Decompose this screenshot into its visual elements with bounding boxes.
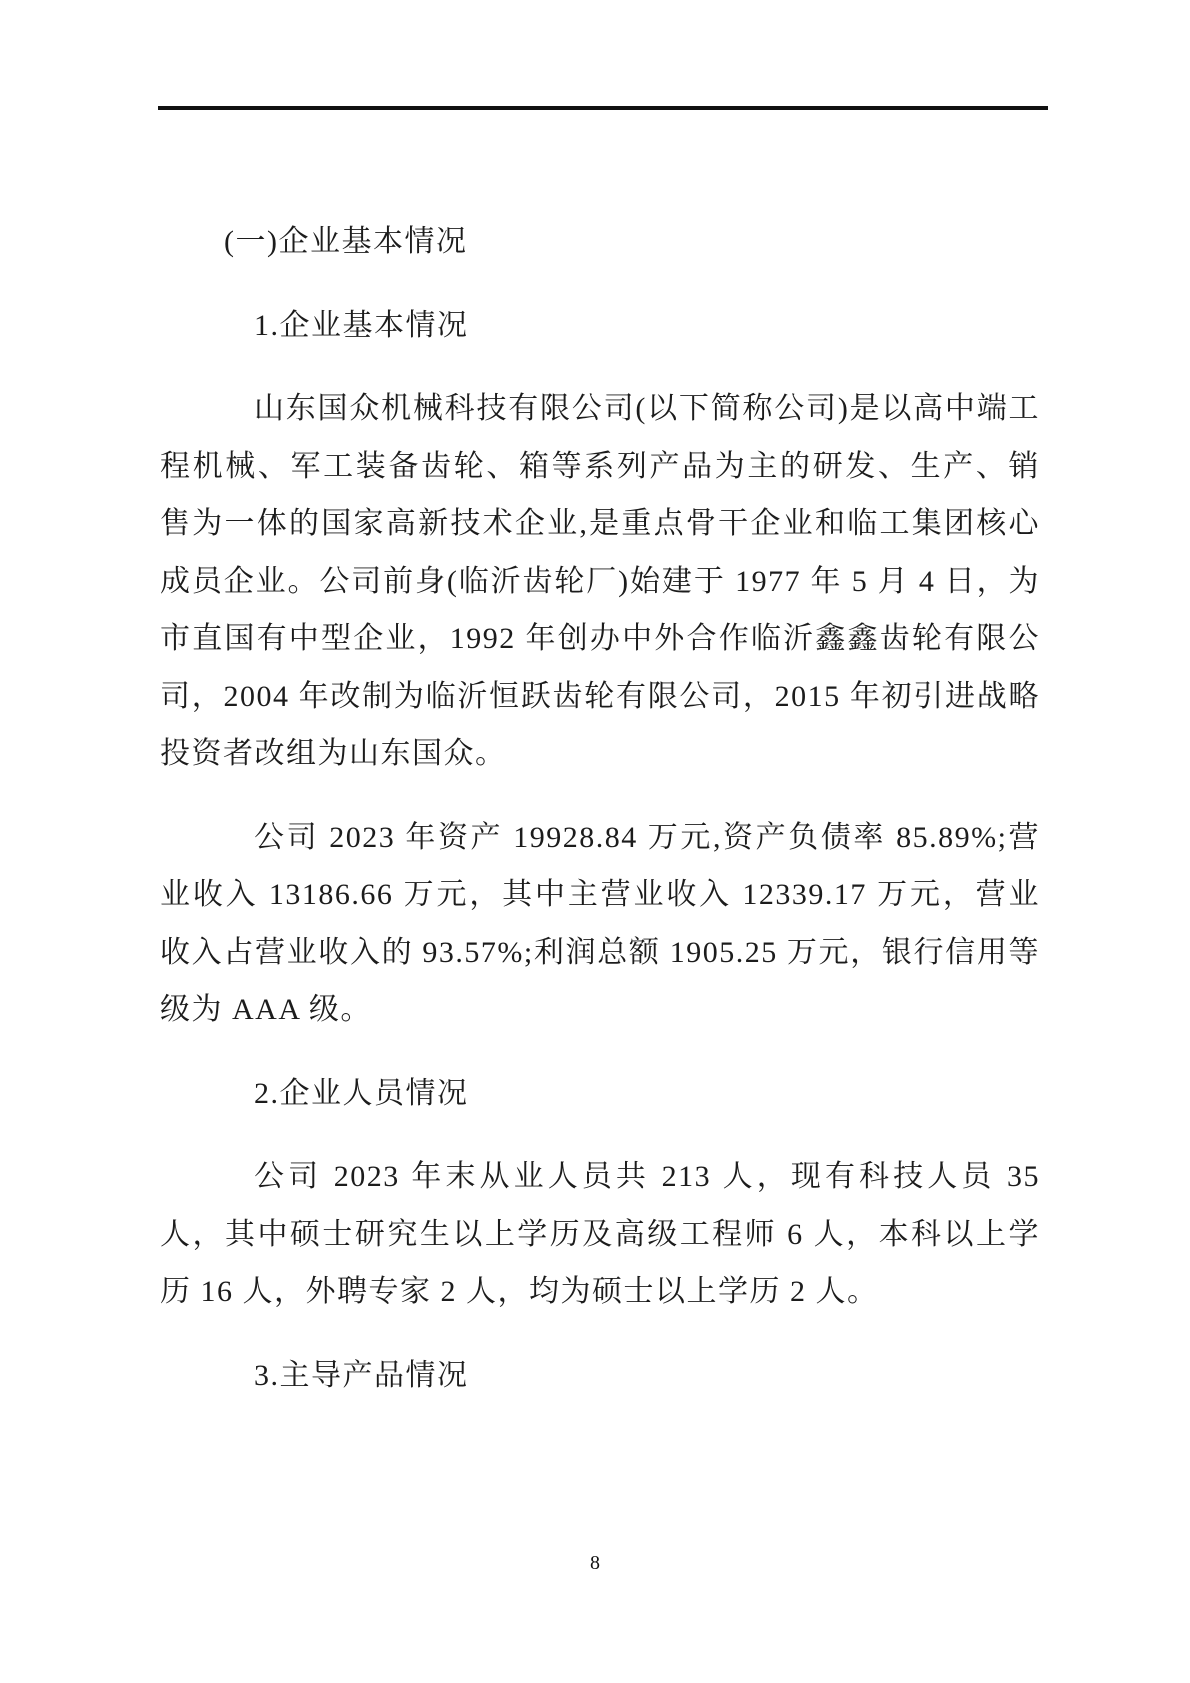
section-heading-enterprise-basics: (一)企业基本情况 xyxy=(224,225,468,258)
subsection-heading-main-products: 3.主导产品情况 xyxy=(254,1358,469,1392)
page-number: 8 xyxy=(590,1552,600,1574)
paragraph-company-overview: 山东国众机械科技有限公司(以下简称公司)是以高中端工程机械、军工装备齿轮、箱等系列产品为主的研发、生产、销售为一体的国家高新技术企业,是重点骨干企业和临工集团核心成员企业。公司前身(临沂齿轮厂)始建于 1977 年 5 月 4 日，为市直国有中型企业，1992 年创办中外合作临沂鑫鑫齿轮有限公司，2004 年改制为临沂恒跃齿轮有限公司，2015 年初引进战略投资者改组为山东国众。 xyxy=(160,392,1040,770)
subsection-heading-basic-info: 1.企业基本情况 xyxy=(254,308,469,342)
subsection-heading-personnel: 2.企业人员情况 xyxy=(254,1076,469,1110)
paragraph-financial-figures: 公司 2023 年资产 19928.84 万元,资产负债率 85.89%;营业收入 13186.66 万元，其中主营业收入 12339.17 万元，营业收入占营业收入的 93.57%;利润总额 1905.25 万元，银行信用等级为 AAA 级。 xyxy=(160,820,1040,1026)
document-body xyxy=(160,213,1040,1430)
paragraph-personnel-figures: 公司 2023 年末从业人员共 213 人，现有科技人员 35 人，其中硕士研究生以上学历及高级工程师 6 人，本科以上学历 16 人，外聘专家 2 人，均为硕士以上学历 2 人。 xyxy=(160,1160,1040,1308)
page-footer xyxy=(0,1552,1190,1575)
header-rule xyxy=(158,106,1048,110)
